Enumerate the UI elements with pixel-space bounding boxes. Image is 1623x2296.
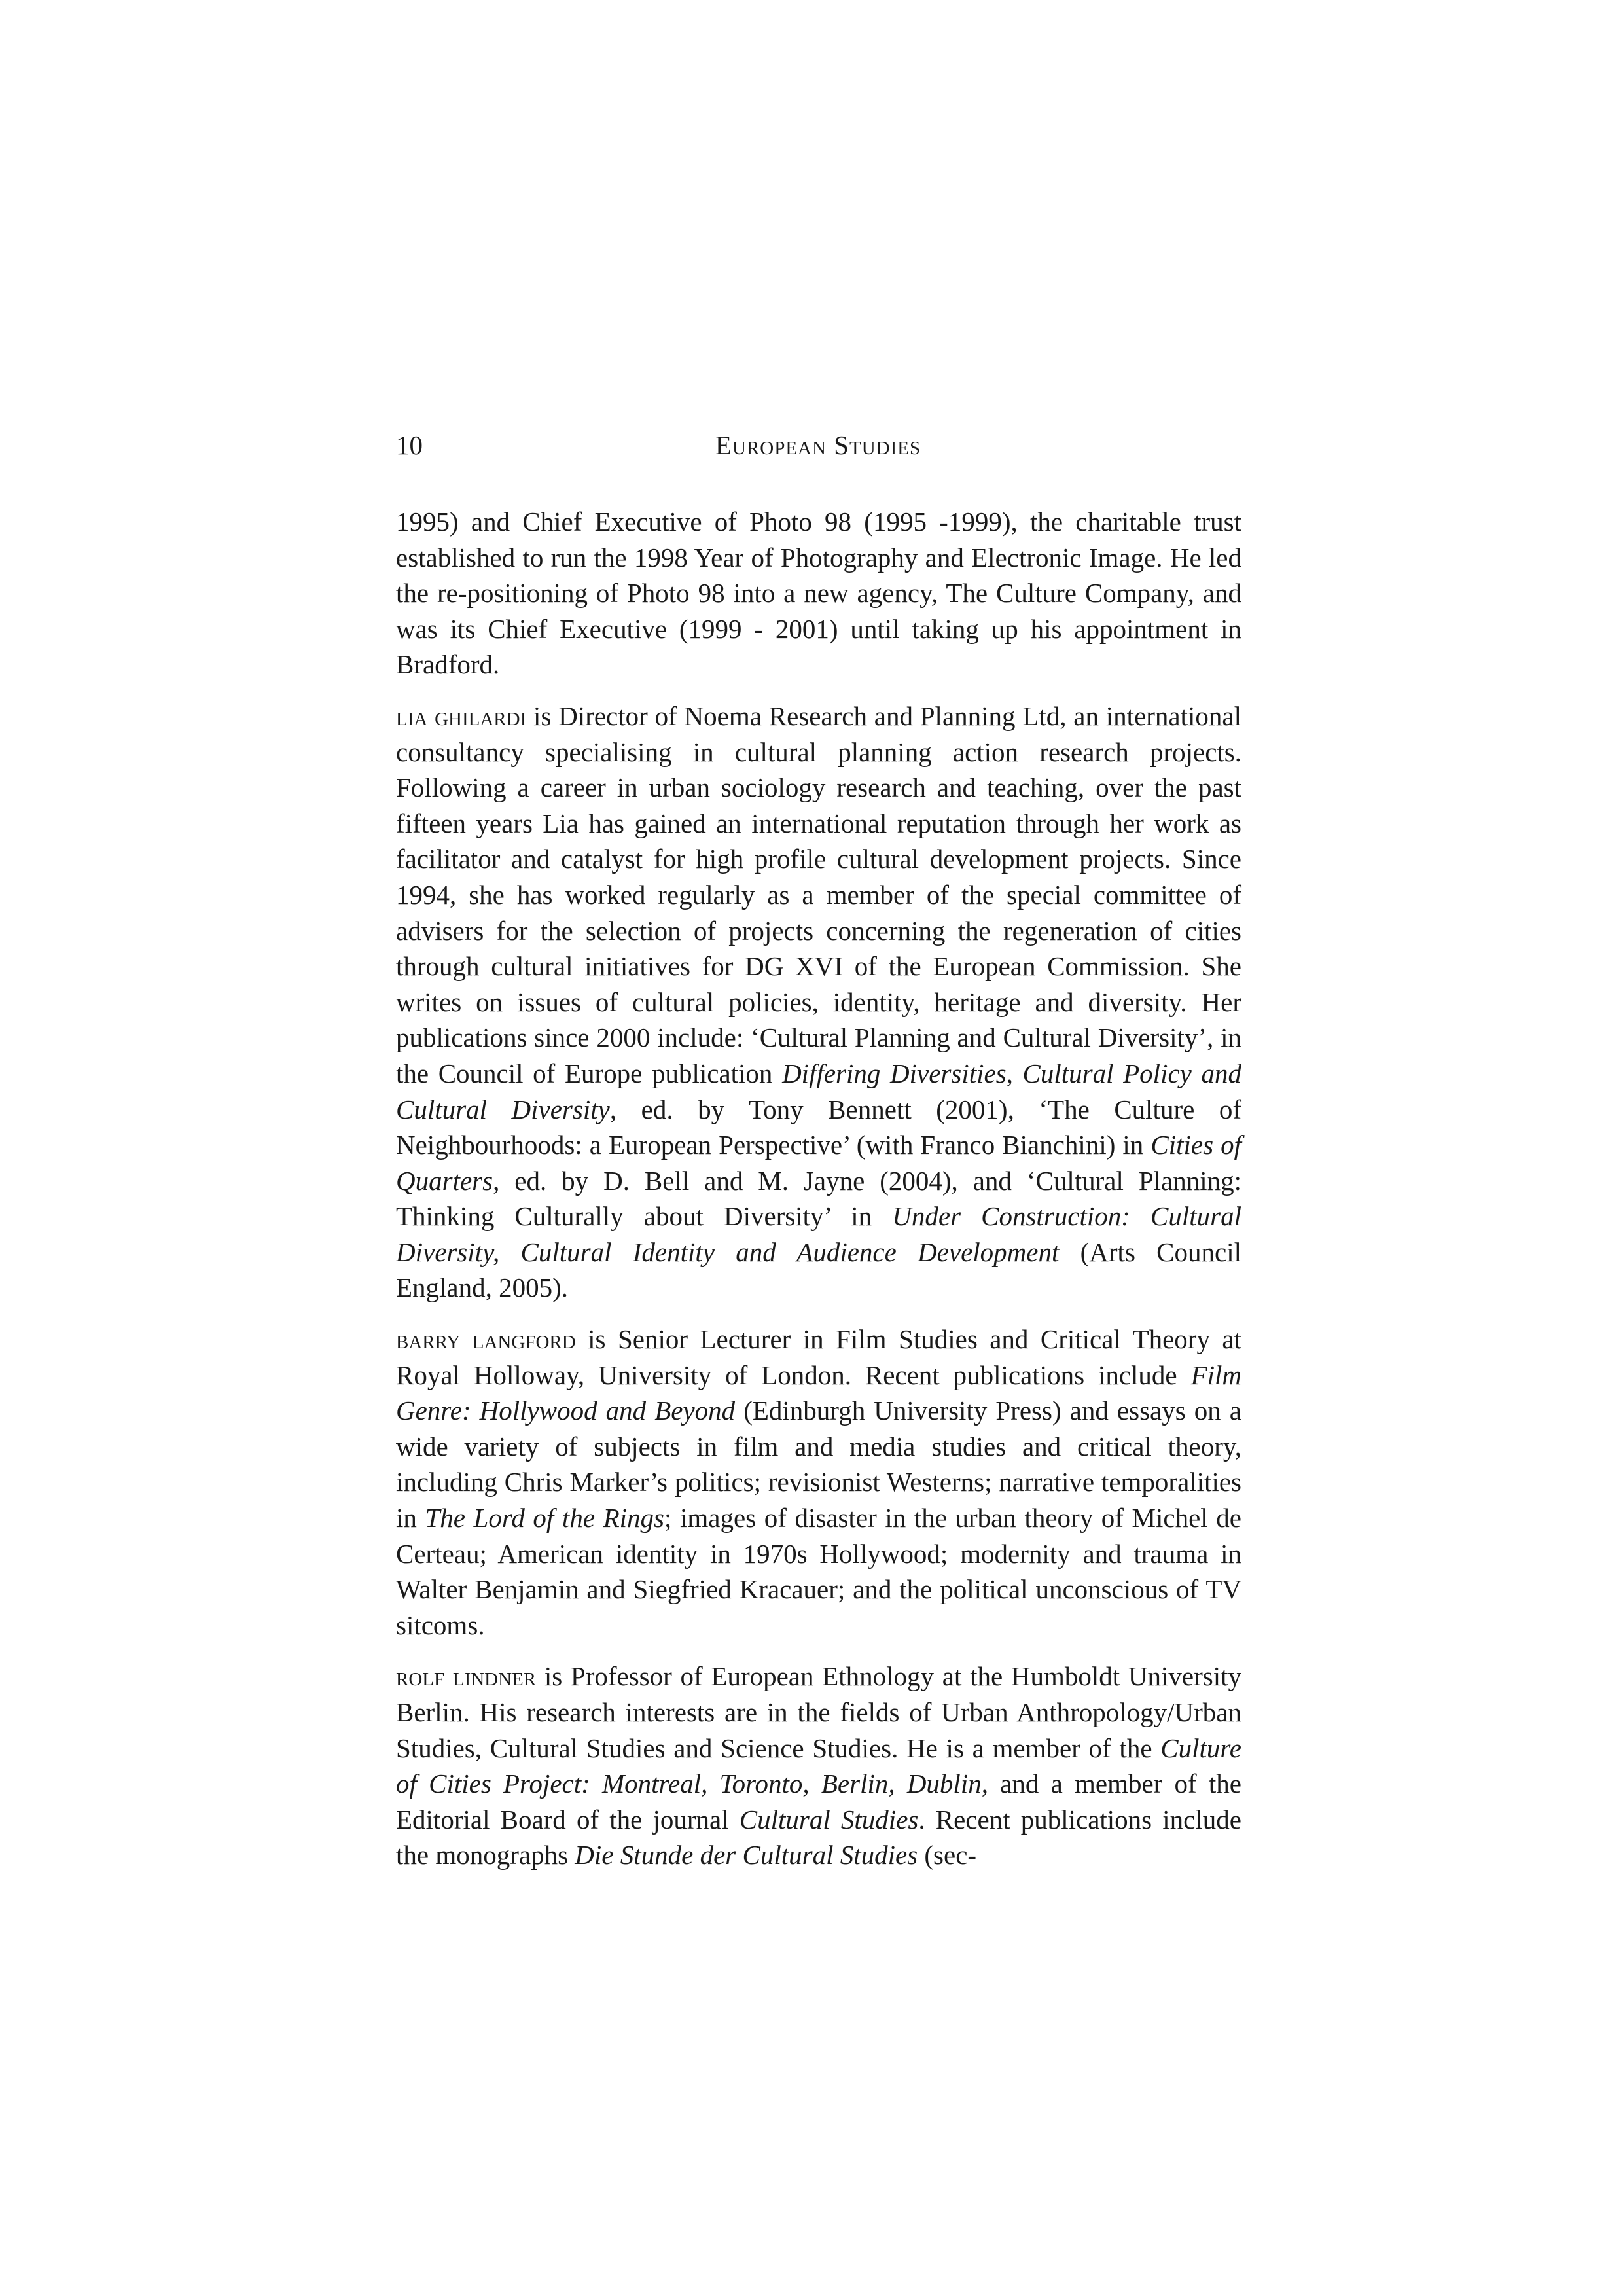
text-segment: , ed. by Tony Bennett (2001), ‘The Culture of Neighbourhoods: a European Perspective’ (with Franco Bianchini) in: [396, 1094, 1242, 1160]
italic-title: The Lord of the Rings: [425, 1503, 665, 1534]
paragraph-barry-langford: [396, 1321, 1241, 1643]
italic-title: Cities of Quarters: [396, 1130, 1241, 1196]
body-text: [396, 504, 1241, 1889]
contributor-name: barry langford: [396, 1324, 576, 1355]
italic-title: Film Genre: Hollywood and Beyond: [396, 1359, 1241, 1426]
paragraph-lia-ghilardi: [396, 698, 1241, 1306]
text-segment: (sec-: [918, 1840, 977, 1871]
text-segment: (Edinburgh University Press) and essays on a wide variety of subjects in film and media studies and critical theory, including Chris Marker’s politics; revisionist Westerns; narrative temporalities in: [396, 1395, 1242, 1534]
italic-title: Under Construction: Cultural Diversity, Cultural Identity and Audience Development: [396, 1201, 1241, 1267]
text-segment: is Senior Lecturer in Film Studies and Critical Theory at Royal Holloway, University of London. Recent publications include: [396, 1324, 1242, 1390]
page-number: 10: [396, 430, 423, 460]
text-segment: 1995) and Chief Executive of Photo 98 (1995 -1999), the charitable trust established to run the 1998 Year of Photography and Electronic Image. He led the re-positioning of Photo 98 into a new agency, The Culture Company, and was its Chief Executive (1999 - 2001) until taking up his appointment in Bradford.: [396, 507, 1241, 680]
italic-title: Cultural Studies: [739, 1804, 919, 1835]
text-segment: ; images of disaster in the urban theory of Michel de Certeau; American identity in 1970s Hollywood; modernity and trauma in Walter Benjamin and Siegfried Kracauer; and the political unconscious of TV sitcoms.: [396, 1503, 1241, 1640]
text-segment: . Recent publications include the monographs: [396, 1804, 1241, 1871]
text-segment: is Professor of European Ethnology at the Humboldt University Berlin. His research interests are in the fields of Urban Anthropology/Urban Studies, Cultural Studies and Science Studies. He is a member of the: [396, 1661, 1242, 1763]
running-head: [396, 425, 1240, 465]
contributor-name: lia ghilardi: [396, 700, 527, 731]
text-segment: , ed. by D. Bell and M. Jayne (2004), and ‘Cultural Planning: Thinking Culturally about Diversity’ in: [396, 1165, 1241, 1232]
contributor-name: rolf lindner: [396, 1661, 537, 1692]
italic-title: Differing Diversities, Cultural Policy and Cultural Diversity: [396, 1058, 1241, 1124]
italic-title: Culture of Cities Project: Montreal, Toronto, Berlin, Dublin: [396, 1732, 1241, 1799]
running-title: European Studies: [715, 430, 921, 460]
text-segment: (Arts Council England, 2005).: [396, 1236, 1241, 1303]
text-segment: is Director of Noema Research and Planning Ltd, an international consultancy specialising in cultural planning action research projects. Following a career in urban sociology research and teaching, over the past fifteen years Lia has gained an international reputation through her work as facilitator and catalyst for high profile cultural development projects. Since 1994, she has worked regularly as a member of the special committee of advisers for the selection of projects concerning the regeneration of cities through cultural initiatives for DG XVI of the European Commission. She writes on issues of cultural policies, identity, heritage and diversity. Her publications since 2000 include: ‘Cultural Planning and Cultural Diversity’, in the Council of Europe publication: [396, 700, 1241, 1088]
paragraph-continuation: [396, 504, 1241, 683]
italic-title: Die Stunde der Cultural Studies: [575, 1840, 918, 1871]
text-segment: , and a member of the Editorial Board of the journal: [396, 1768, 1242, 1835]
paragraph-rolf-lindner: [396, 1659, 1241, 1873]
